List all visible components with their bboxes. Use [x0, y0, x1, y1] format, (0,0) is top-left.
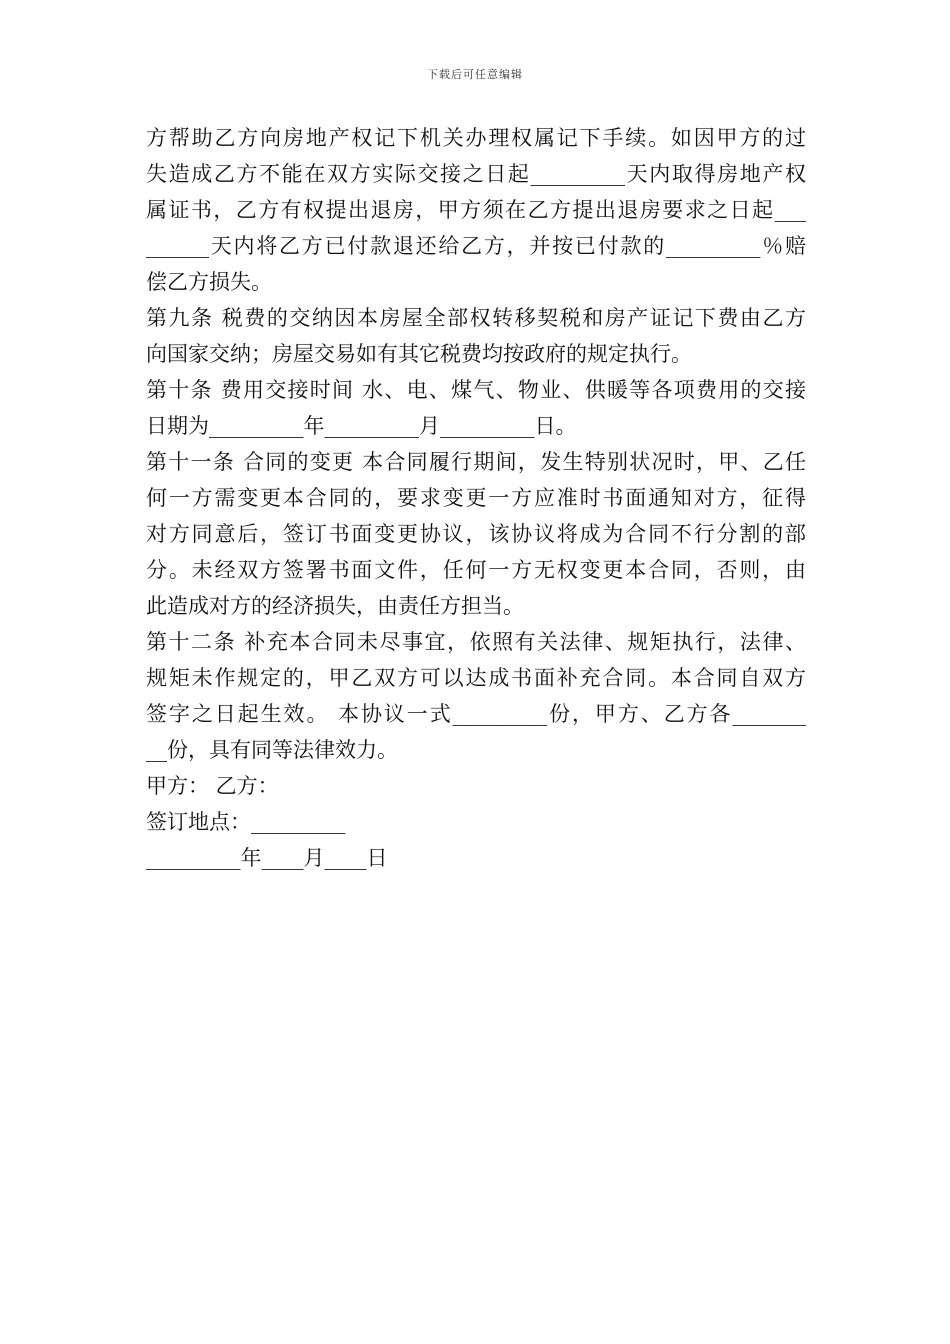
text-line: 日期为_________年_________月_________日。 — [146, 414, 577, 438]
text-line: 偿乙方损失。 — [146, 270, 272, 294]
text-line: 何一方需变更本合同的，要求变更一方应准时书面通知对方，征得 — [146, 486, 806, 510]
text-line: 分。未经双方签署书面文件，任何一方无权变更本合同，否则，由 — [146, 558, 806, 582]
text-line: 规矩未作规定的，甲乙双方可以达成书面补充合同。本合同自双方 — [146, 666, 806, 690]
text-line: 方帮助乙方向房地产权记下机关办理权属记下手续。如因甲方的过 — [146, 126, 806, 150]
article-12-line: 第十二条 补充本合同未尽事宜，依照有关法律、规矩执行，法律、 — [146, 630, 806, 654]
article-11-line: 第十一条 合同的变更 本合同履行期间，发生特别状况时，甲、乙任 — [146, 450, 806, 474]
article-10-line: 第十条 费用交接时间 水、电、煤气、物业、供暖等各项费用的交接 — [146, 378, 806, 402]
text-line: 对方同意后，签订书面变更协议，该协议将成为合同不行分割的部 — [146, 522, 806, 546]
text-line: 属证书，乙方有权提出退房，甲方须在乙方提出退房要求之日起___ — [146, 198, 806, 222]
text-line: __份，具有同等法律效力。 — [146, 738, 398, 762]
text-line: 向国家交纳；房屋交易如有其它税费均按政府的规定执行。 — [146, 342, 692, 366]
article-9-line: 第九条 税费的交纳因本房屋全部权转移契税和房产证记下费由乙方 — [146, 306, 806, 330]
signing-place-line: 签订地点：_________ — [146, 810, 346, 834]
signing-date-line: _________年____月____日 — [146, 846, 388, 870]
text-line: 签字之日起生效。 本协议一式_________份，甲方、乙方各_______ — [146, 702, 806, 726]
text-line: 失造成乙方不能在双方实际交接之日起_________天内取得房地产权 — [146, 162, 806, 186]
page-header-note: 下载后可任意编辑 — [427, 68, 523, 81]
text-line: 此造成对方的经济损失，由责任方担当。 — [146, 594, 524, 618]
party-signature-line: 甲方： 乙方： — [146, 774, 279, 798]
contract-body — [146, 120, 806, 876]
text-line: ______天内将乙方已付款退还给乙方，并按已付款的_________％赔 — [146, 234, 806, 258]
